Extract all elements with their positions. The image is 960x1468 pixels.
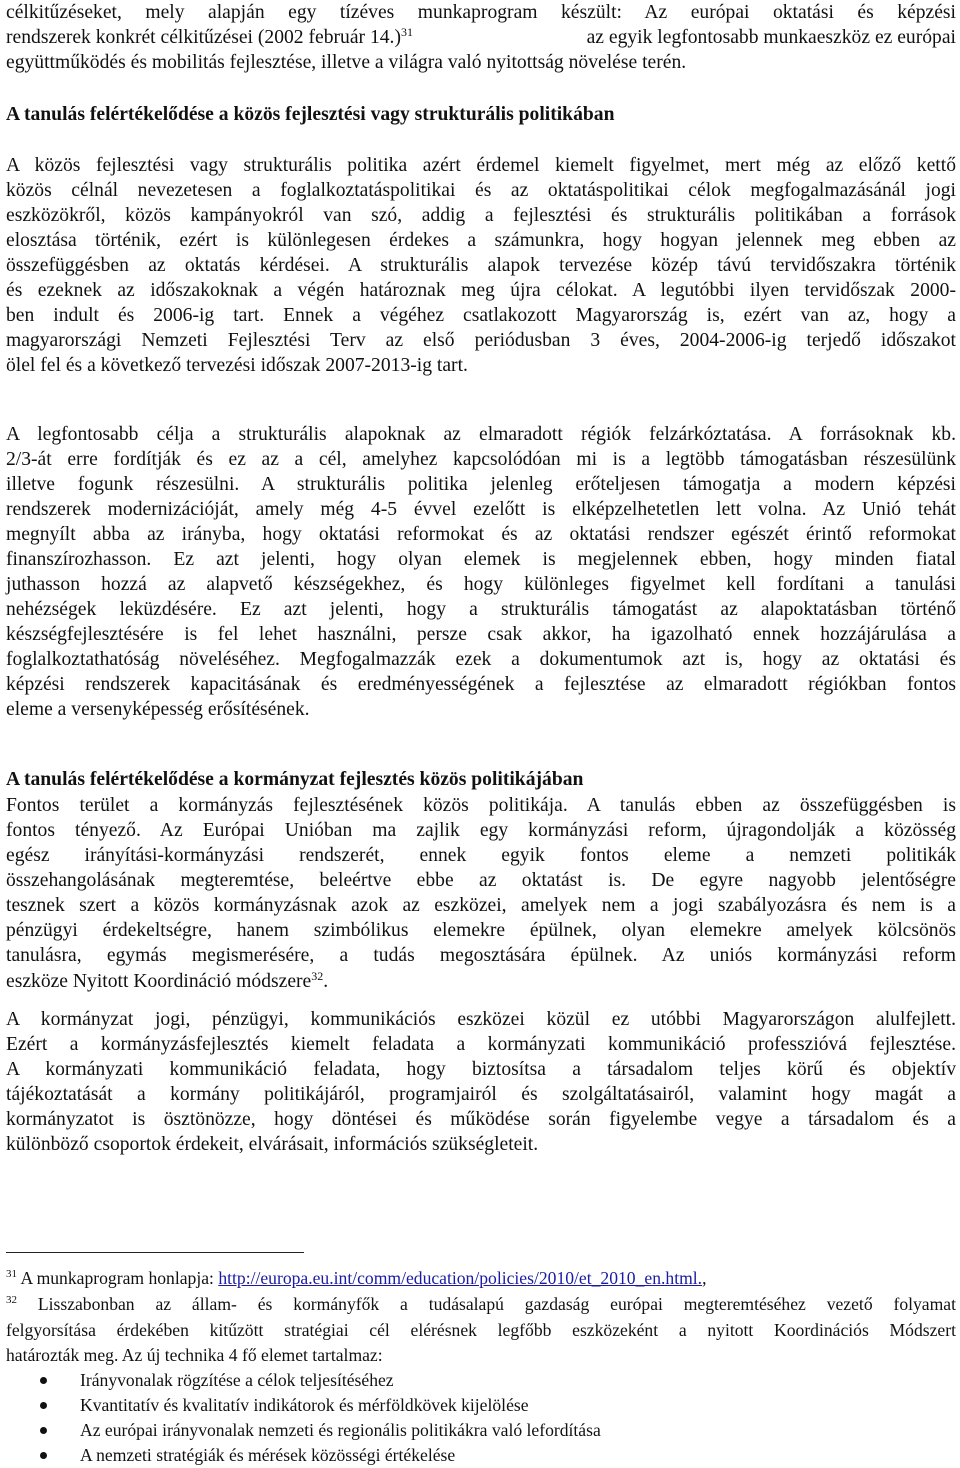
bullet-icon [40, 1452, 47, 1459]
bullet-icon [40, 1377, 47, 1384]
footnote-link[interactable]: http://europa.eu.int/comm/education/policies/2010/et_2010_en.html. [218, 1268, 703, 1288]
text-line: tesznek szert a közös kormányzásnak azok az eszközei, amelyek nem a jogi szabályozásra és nem is a [6, 895, 956, 916]
text-line: eszközökről, közös kampányokról van szó, addig a fejlesztési és strukturális politikában a források [6, 205, 956, 226]
text-line: A kormányzat jogi, pénzügyi, kommunikációs eszközei közül ez utóbbi Magyarországon alulfejlett. [6, 1009, 956, 1030]
section-heading: A tanulás felértékelődése a közös fejlesztési vagy strukturális politikában [6, 104, 615, 125]
text-line: és ezeknek az időszakoknak a végén határoznak meg újra célokat. A legutóbbi ilyen tervidőszak 2000- [6, 280, 956, 301]
text-line-with-footnote [6, 969, 956, 995]
footnote-text: , [702, 1268, 707, 1288]
bullet-text: Kvantitatív és kvalitatív indikátorok és mérföldkövek kijelölése [80, 1395, 529, 1415]
text-line-with-footnote [6, 25, 956, 51]
text-line: képzési rendszerek kapacitásának és eredményességének a fejlesztése az elmaradott régiókban fontos [6, 674, 956, 695]
text-line: Ezért a kormányzásfejlesztés kiemelt feladata a kormányzati kommunikáció professzióvá fejlesztése. [6, 1034, 956, 1055]
text-line: tanulásra, egymás megismerésére, a tudás megosztására épülnek. Az uniós kormányzási reform [6, 945, 956, 966]
text-line: A kormányzati kommunikáció feladata, hogy biztosítsa a társadalom teljes körű és objektív [6, 1059, 956, 1080]
bullet-item [6, 1443, 956, 1467]
text-line: megnyílt abba az irányba, hogy oktatási reformokat és az oktatási rendszer egészét érintő reformokat [6, 524, 956, 545]
text-line: ölel fel és a következő tervezési időszak 2007-2013-ig tart. [6, 355, 468, 376]
text-line: rendszerek konkrét célkitűzései (2002 február 14.) [6, 27, 401, 48]
bullet-text: Az európai irányvonalak nemzeti és regionális politikákra való lefordítása [80, 1420, 601, 1440]
text-line: közös célnál nevezetesen a foglalkoztatáspolitikai és az oktatáspolitikai célok megfogalmazásánál jogi [6, 180, 956, 201]
footnote-text: felgyorsítása érdekében kitűzött stratégiai cél elérésnek legfőbb eszközeként a nyitott Koordinációs Módszert [6, 1320, 956, 1340]
text-line: juthasson hozzá az alapvető készségekhez, és hogy különleges figyelmet kell fordítani a tanulási [6, 574, 956, 595]
sentence-end: . [323, 971, 329, 992]
text-line: rendszerek modernizációját, amely még 4-5 évvel ezelőtt is elképzelhetetlen lett volna. Az Unió tehát [6, 499, 956, 520]
text-line: finanszírozhasson. Ez azt jelenti, hogy olyan elemek is megjelennek ebben, hogy minden fiatal [6, 549, 956, 570]
text-line: A közös fejlesztési vagy strukturális politika azért érdemel kiemelt figyelmet, mert még az előző kettő [6, 155, 956, 176]
text-line: különböző csoportok érdekeit, elvárásait, információs szükségleteit. [6, 1134, 539, 1155]
footnote-number: 32 [6, 1294, 17, 1306]
text-line: nehézségek leküzdésére. Ez azt jelenti, hogy a strukturális támogatást az alapoktatásban történő [6, 599, 956, 620]
text-line: együttműködés és mobilitás fejlesztése, illetve a világra való nyitottság növelése terén. [6, 52, 687, 73]
section-heading: A tanulás felértékelődése a kormányzat fejlesztés közös politikájában [6, 769, 584, 790]
text-line: összehangolásának megteremtése, beleértve ebbe az oktatást is. De egyre nagyobb jelentőségre [6, 870, 956, 891]
bullet-icon [40, 1402, 47, 1409]
footnote-separator [6, 1252, 304, 1253]
text-line: 2/3-át erre fordítják és ez az a cél, amelyhez kapcsolódóan mi is a legtöbb támogatásban részesülünk [6, 449, 956, 470]
footnote-32-line [6, 1292, 956, 1316]
bullet-text: A nemzeti stratégiák és mérések közösségi értékelése [80, 1445, 456, 1465]
text-line: egész irányítási-kormányzási rendszerét, ennek egyik fontos eleme a nemzeti politikák [6, 845, 956, 866]
text-line: az egyik legfontosabb munkaeszköz ez európai [586, 27, 956, 48]
bullet-item [6, 1393, 956, 1417]
text-line: célkitűzéseket, mely alapján egy tízéves munkaprogram készült: Az európai oktatási és képzési [6, 2, 956, 23]
text-line: fontos tényező. Az Európai Unióban ma zajlik egy kormányzási reform, újragondolják a közösség [6, 820, 956, 841]
footnote-text: Lisszabonban az állam- és kormányfők a tudásalapú gazdaság európai megteremtéséhez vezető folyamat [37, 1294, 956, 1314]
text-line: magyarországi Nemzeti Fejlesztési Terv az első periódusban 3 éves, 2004-2006-ig terjedő időszakot [6, 330, 956, 351]
text-line: elosztása történik, ezért is különlegesen érdekes a számunkra, hogy hogyan jelennek meg ebben az [6, 230, 956, 251]
text-line: A legfontosabb célja a strukturális alapoknak az elmaradott régiók felzárkóztatása. A forrásoknak kb. [6, 424, 956, 445]
text-line: eleme a versenyképesség erősítésének. [6, 699, 310, 720]
text-line: pénzügyi érdekeltségre, hanem szimbólikus elemekre épülnek, olyan elemekre amelyek kölcsönös [6, 920, 956, 941]
footnote-ref[interactable]: 32 [311, 969, 324, 983]
text-line: összefüggésben az oktatás kérdései. A strukturális alapok tervezése közép távú tervidőszakra történik [6, 255, 956, 276]
text-line: tájékoztatását a kormány politikájáról, programjairól és szolgáltatásairól, valamint hogy magát a [6, 1084, 956, 1105]
footnote-text: A munkaprogram honlapja: [20, 1268, 219, 1288]
bullet-icon [40, 1427, 47, 1434]
footnote-text: határozták meg. Az új technika 4 fő elemet tartalmaz: [6, 1345, 383, 1365]
bullet-text: Irányvonalak rögzítése a célok teljesítéséhez [80, 1370, 394, 1390]
text-line: foglalkoztathatóság növeléséhez. Megfogalmazzák ezek a dokumentumok azt is, hogy az oktatási és [6, 649, 956, 670]
text-line: ben indult és 2006-ig tart. Ennek a végéhez csatlakozott Magyarország is, ezért van az, hogy a [6, 305, 956, 326]
footnote-ref[interactable]: 31 [400, 25, 413, 39]
bullet-item [6, 1368, 956, 1392]
footnote-number: 31 [6, 1268, 17, 1280]
footnote-31 [6, 1266, 956, 1290]
text-line: illetve fogunk részesülni. A strukturális politika jelenleg erőteljesen támogatja a modern képzési [6, 474, 956, 495]
text-line: kormányzatot is ösztönözze, hogy döntései és működése során figyelembe vegye a társadalom és a [6, 1109, 956, 1130]
text-line: készségfejlesztésére is fel lehet használni, persze csak akkor, ha igazolható ennek hozzájárulása a [6, 624, 956, 645]
bullet-item [6, 1418, 956, 1442]
text-line: Fontos terület a kormányzás fejlesztésének közös politikája. A tanulás ebben az összefüggésben is [6, 795, 956, 816]
text-line: eszköze Nyitott Koordináció módszere [6, 971, 312, 992]
